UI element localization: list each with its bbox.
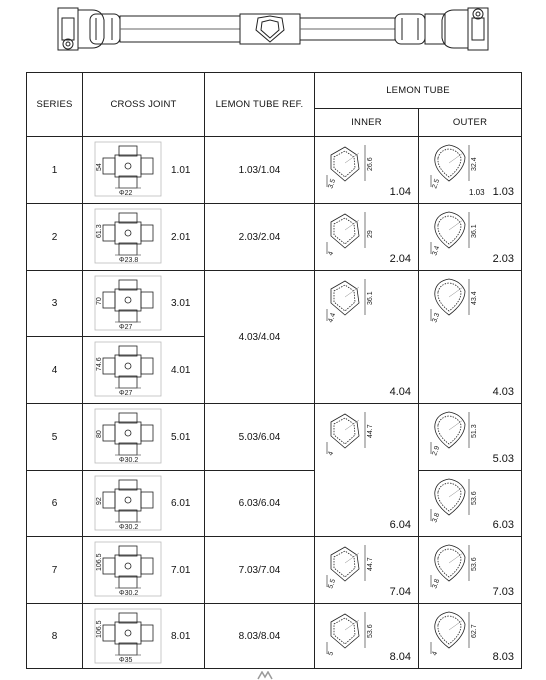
cross-joint-diameter-dim: Φ27 bbox=[119, 390, 133, 397]
header-series: SERIES bbox=[27, 73, 83, 137]
cross-joint-code: 6.01 bbox=[171, 498, 191, 509]
cross-joint-height-dim: 74.6 bbox=[96, 357, 103, 371]
series-cell: 4 bbox=[27, 337, 83, 404]
lemon-tube-section bbox=[323, 608, 385, 658]
lemon-tube-section bbox=[323, 208, 385, 258]
cross-joint-cell bbox=[83, 471, 205, 537]
ref-cell: 8.03/8.04 bbox=[205, 604, 315, 669]
cross-joint-diameter-dim: Φ30.2 bbox=[119, 457, 139, 464]
cross-joint-height-dim: 106.5 bbox=[96, 620, 103, 638]
ref-cell: 1.03/1.04 bbox=[205, 137, 315, 204]
series-cell: 6 bbox=[27, 471, 83, 537]
tube-height-dim: 26.6 bbox=[367, 157, 374, 171]
spec-table bbox=[26, 72, 522, 669]
outer-tube-cell bbox=[419, 271, 522, 404]
tube-wall-dim: 2.9 bbox=[431, 445, 442, 457]
tube-height-dim: 36.1 bbox=[367, 291, 374, 305]
cross-joint-cell bbox=[83, 337, 205, 404]
tube-code: 5.03 bbox=[492, 453, 514, 465]
lemon-tube-section bbox=[427, 141, 489, 191]
outer-tube-cell bbox=[419, 471, 522, 537]
cross-joint-height-dim: 106.5 bbox=[96, 553, 103, 571]
lemon-tube-section bbox=[323, 275, 385, 325]
tube-height-dim: 32.4 bbox=[471, 157, 478, 171]
cross-joint-height-dim: 61.3 bbox=[96, 224, 103, 238]
inner-tube-cell bbox=[315, 137, 419, 204]
series-cell: 3 bbox=[27, 271, 83, 337]
cross-joint-drawing bbox=[93, 474, 165, 532]
tube-wall-dim: 4 bbox=[431, 650, 440, 657]
cross-joint-diameter-dim: Φ23.8 bbox=[119, 257, 139, 264]
lemon-tube-section bbox=[323, 408, 385, 458]
cross-joint-drawing bbox=[93, 207, 165, 265]
table-row bbox=[27, 204, 522, 271]
tube-wall-dim: 3.4 bbox=[431, 245, 442, 257]
cross-joint-code: 2.01 bbox=[171, 231, 191, 243]
tube-height-dim: 53.6 bbox=[471, 491, 478, 505]
lemon-tube-section bbox=[427, 275, 489, 325]
outer-tube-cell bbox=[419, 137, 522, 204]
tube-code: 2.03 bbox=[492, 253, 514, 265]
tube-code: 2.04 bbox=[389, 253, 411, 265]
tube-height-dim: 44.7 bbox=[367, 557, 374, 571]
cross-joint-code: 4.01 bbox=[171, 364, 191, 376]
tube-wall-dim: 3.5 bbox=[327, 178, 338, 190]
cross-joint-diameter-dim: Φ30.2 bbox=[119, 590, 139, 597]
tube-height-dim: 43.4 bbox=[471, 291, 478, 305]
table-row bbox=[27, 271, 522, 337]
inner-tube-cell bbox=[315, 204, 419, 271]
tube-code: 8.03 bbox=[492, 651, 514, 663]
tube-height-dim: 53.6 bbox=[471, 557, 478, 571]
series-cell: 7 bbox=[27, 537, 83, 604]
lemon-tube-section bbox=[427, 408, 489, 458]
lemon-tube-section bbox=[323, 141, 385, 191]
tube-code: 6.04 bbox=[389, 519, 411, 531]
cross-joint-height-dim: 54 bbox=[96, 163, 103, 171]
cross-joint-drawing bbox=[93, 407, 165, 465]
inner-tube-cell bbox=[315, 271, 419, 404]
tube-wall-dim: 3.3 bbox=[431, 312, 442, 324]
series-cell: 2 bbox=[27, 204, 83, 271]
tube-code: 1.03 bbox=[492, 186, 514, 198]
lemon-tube-section bbox=[427, 541, 489, 591]
lemon-tube-section bbox=[427, 475, 489, 525]
header-outer: OUTER bbox=[419, 109, 522, 137]
table-header-row bbox=[27, 73, 522, 109]
ref-cell: 5.03/6.04 bbox=[205, 404, 315, 471]
cross-joint-cell bbox=[83, 271, 205, 337]
series-cell: 1 bbox=[27, 137, 83, 204]
cross-joint-code: 8.01 bbox=[171, 630, 191, 642]
cross-joint-diameter-dim: Φ30.2 bbox=[119, 524, 139, 531]
lemon-tube-section bbox=[323, 541, 385, 591]
tube-wall-dim: 4 bbox=[327, 250, 336, 257]
outer-tube-cell bbox=[419, 537, 522, 604]
cross-joint-drawing bbox=[93, 540, 165, 598]
series-cell: 5 bbox=[27, 404, 83, 471]
table-row bbox=[27, 604, 522, 669]
tube-code: 4.04 bbox=[389, 386, 411, 398]
tube-height-dim: 51.3 bbox=[471, 424, 478, 438]
cross-joint-code: 5.01 bbox=[171, 431, 191, 443]
cross-joint-diameter-dim: Φ27 bbox=[119, 324, 133, 331]
cross-joint-code: 3.01 bbox=[171, 298, 191, 309]
tube-height-dim: 36.1 bbox=[471, 224, 478, 238]
cross-joint-code: 1.01 bbox=[171, 164, 191, 176]
tube-wall-dim: 4 bbox=[327, 450, 336, 457]
tube-wall-dim: 3.8 bbox=[431, 578, 442, 590]
table-row bbox=[27, 471, 522, 537]
lemon-tube-section bbox=[427, 608, 489, 658]
tube-height-dim: 62.7 bbox=[471, 624, 478, 638]
cross-joint-cell bbox=[83, 204, 205, 271]
tube-height-dim: 29 bbox=[367, 230, 374, 238]
table-row bbox=[27, 404, 522, 471]
tube-code: 4.03 bbox=[492, 386, 514, 398]
cross-joint-diameter-dim: Φ22 bbox=[119, 190, 133, 197]
outer-tube-cell bbox=[419, 404, 522, 471]
inner-tube-cell bbox=[315, 604, 419, 669]
tube-code: 7.04 bbox=[389, 586, 411, 598]
header-lemon-tube: LEMON TUBE bbox=[315, 73, 522, 109]
lemon-tube-section bbox=[427, 208, 489, 258]
outer-tube-cell bbox=[419, 604, 522, 669]
cross-joint-cell bbox=[83, 404, 205, 471]
outer-tube-cell bbox=[419, 204, 522, 271]
tube-height-dim: 44.7 bbox=[367, 424, 374, 438]
ref-cell: 6.03/6.04 bbox=[205, 471, 315, 537]
header-cross-joint: CROSS JOINT bbox=[83, 73, 205, 137]
header-inner: INNER bbox=[315, 109, 419, 137]
cross-joint-drawing bbox=[93, 140, 165, 198]
inner-tube-cell bbox=[315, 537, 419, 604]
series-cell: 8 bbox=[27, 604, 83, 669]
cross-joint-drawing bbox=[93, 607, 165, 665]
inner-tube-cell bbox=[315, 404, 419, 537]
cross-joint-code: 7.01 bbox=[171, 564, 191, 576]
tube-extra-label: 1.03 bbox=[469, 188, 485, 197]
cross-joint-cell bbox=[83, 604, 205, 669]
tube-wall-dim: 4.4 bbox=[327, 312, 338, 324]
tube-code: 7.03 bbox=[492, 586, 514, 598]
tube-height-dim: 53.6 bbox=[367, 624, 374, 638]
tube-wall-dim: 2.5 bbox=[431, 178, 442, 190]
tube-wall-dim: 5.5 bbox=[327, 578, 338, 590]
table-row bbox=[27, 537, 522, 604]
cross-joint-height-dim: 80 bbox=[96, 430, 103, 438]
tube-code: 8.04 bbox=[389, 651, 411, 663]
cross-joint-cell bbox=[83, 137, 205, 204]
header-lemon-tube-ref: LEMON TUBE REF. bbox=[205, 73, 315, 137]
cross-joint-height-dim: 92 bbox=[96, 497, 103, 505]
watermark-logo bbox=[256, 671, 274, 680]
cross-joint-height-dim: 70 bbox=[96, 297, 103, 305]
driveshaft-drawing bbox=[0, 0, 546, 62]
cross-joint-cell bbox=[83, 537, 205, 604]
ref-cell: 2.03/2.04 bbox=[205, 204, 315, 271]
tube-wall-dim: 3.8 bbox=[431, 512, 442, 524]
cross-joint-drawing bbox=[93, 340, 165, 398]
ref-cell: 4.03/4.04 bbox=[205, 271, 315, 404]
table-row bbox=[27, 137, 522, 204]
tube-code: 6.03 bbox=[492, 519, 514, 531]
cross-joint-diameter-dim: Φ35 bbox=[119, 657, 133, 664]
ref-cell: 7.03/7.04 bbox=[205, 537, 315, 604]
cross-joint-drawing bbox=[93, 274, 165, 332]
tube-wall-dim: 5 bbox=[327, 650, 336, 657]
tube-code: 1.04 bbox=[389, 186, 411, 198]
